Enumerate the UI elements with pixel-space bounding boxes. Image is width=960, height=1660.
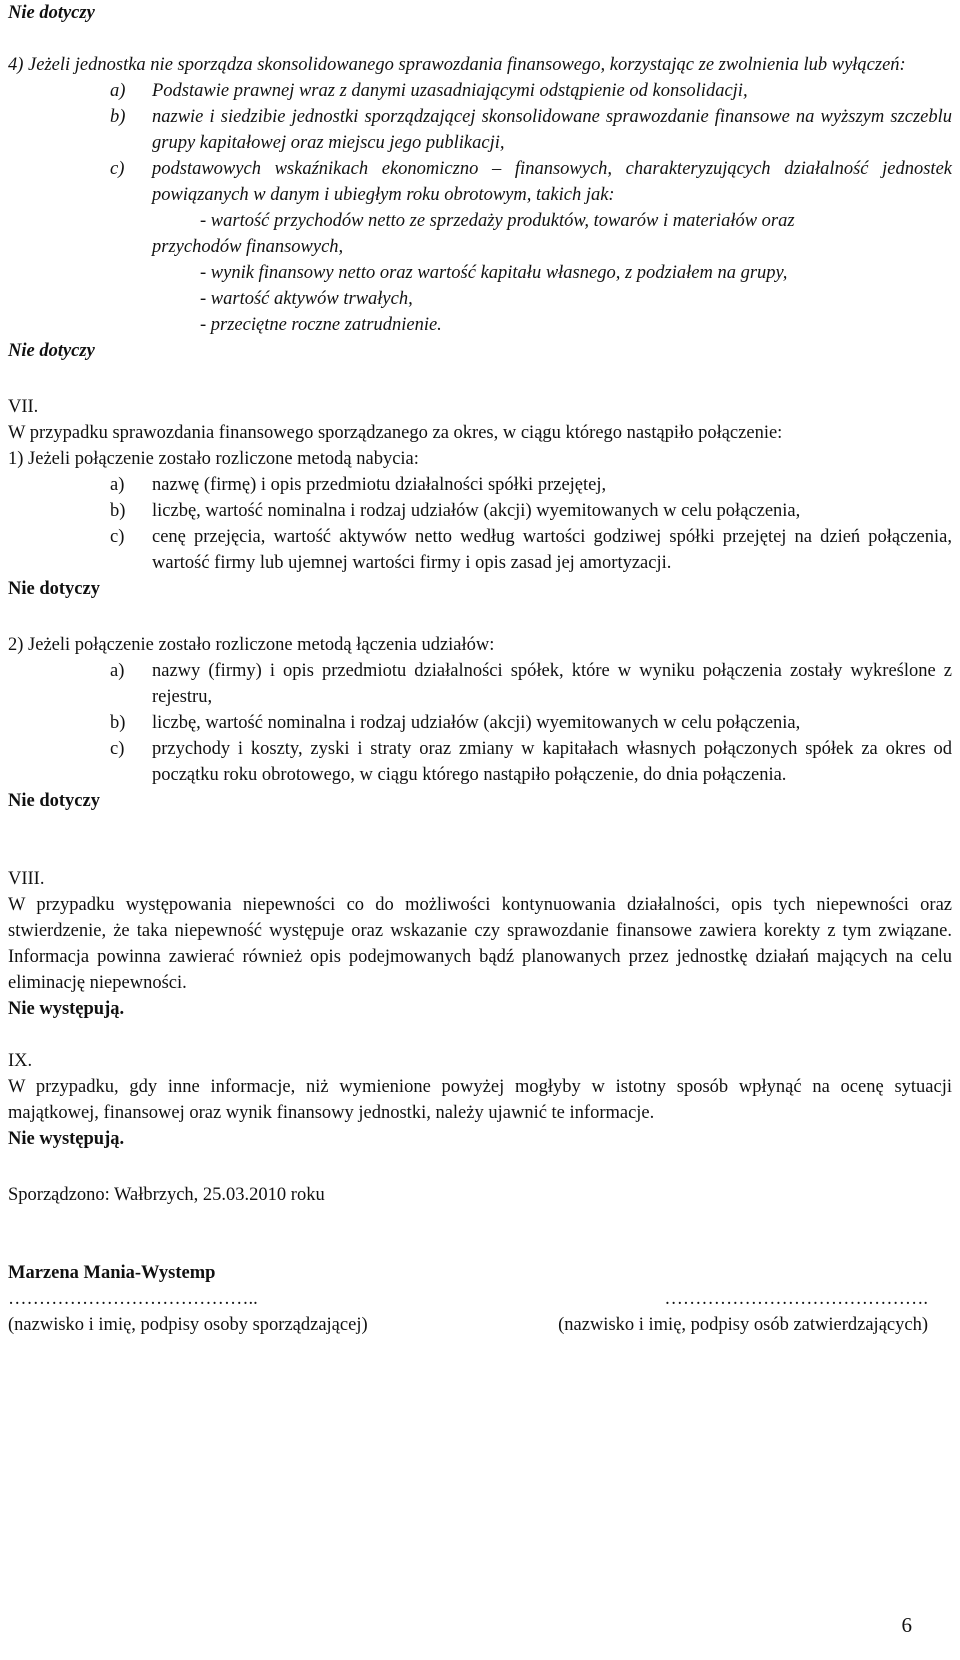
- preparer-name: Marzena Mania-Wystemp: [8, 1263, 216, 1283]
- status-not-applicable: Nie dotyczy: [8, 3, 95, 23]
- status-not-applicable: Nie dotyczy: [8, 579, 100, 599]
- section-4: [8, 52, 952, 338]
- signature-captions-row: [8, 1312, 928, 1338]
- section-heading: VIII.: [8, 869, 45, 889]
- bullet-item: - wynik finansowy netto oraz wartość kapitału własnego, z podziałem na grupy,: [200, 263, 788, 283]
- status-not-applicable: Nie dotyczy: [8, 341, 95, 361]
- list-item: c) podstawowych wskaźnikach ekonomiczno – finansowych, charakteryzujących działalność jednostek powiązanych w danym i ubiegłym roku obrotowym, takich jak:: [110, 159, 952, 205]
- list-item: b) liczbę, wartość nominalna i rodzaj udziałów (akcji) wyemitowanych w celu połączenia,: [110, 713, 801, 733]
- part-1-intro: 1) Jeżeli połączenie zostało rozliczone metodą nabycia:: [8, 449, 419, 469]
- list-item: c) cenę przejęcia, wartość aktywów netto według wartości godziwej spółki przejętej na dzień połączenia, wartość firmy lub ujemnej wartości firmy i opis zasad jej amortyzacji.: [110, 527, 952, 573]
- page-number: 6: [901, 1613, 912, 1637]
- signature-line-left: …………………………………..: [8, 1289, 258, 1309]
- section-8: [8, 866, 952, 1022]
- section-heading: VII.: [8, 397, 39, 417]
- list-item: a) Podstawie prawnej wraz z danymi uzasadniającymi odstąpienie od konsolidacji,: [110, 81, 748, 101]
- section-7-intro: W przypadku sprawozdania finansowego sporządzanego za okres, w ciągu którego nastąpiło połączenie:: [8, 423, 783, 443]
- list-item: b) nazwie i siedzibie jednostki sporządzającej skonsolidowane sprawozdanie finansowe na wyższym szczeblu grupy kapitałowej oraz miejscu jego publikacji,: [110, 107, 952, 153]
- prepared-date: Sporządzono: Wałbrzych, 25.03.2010 roku: [8, 1185, 325, 1205]
- section-8-text: W przypadku występowania niepewności co do możliwości kontynuowania działalności, opis tych niepewności oraz stwierdzenie, że taka niepewność występuje oraz wskazanie czy sprawozdanie finansowe zawiera korekty z tym związane. Informacja powinna zawierać również opis podejmowanych bądź planowanych przez jednostkę działań mających na celu eliminację niepewności.: [8, 895, 952, 993]
- status-none: Nie występują.: [8, 999, 125, 1019]
- part-2-intro: 2) Jeżeli połączenie zostało rozliczone metodą łączenia udziałów:: [8, 635, 495, 655]
- signature-line-right: …………………………………….: [664, 1289, 928, 1309]
- bullet-continuation: przychodów finansowych,: [152, 237, 344, 257]
- status-none: Nie występują.: [8, 1129, 125, 1149]
- list-item: b) liczbę, wartość nominalna i rodzaj udziałów (akcji) wyemitowanych w celu połączenia,: [110, 501, 801, 521]
- signature-caption-right: (nazwisko i imię, podpisy osób zatwierdzających): [558, 1315, 928, 1335]
- signature-caption-left: (nazwisko i imię, podpisy osoby sporządzającej): [8, 1315, 368, 1335]
- list-item: a) nazwę (firmę) i opis przedmiotu działalności spółki przejętej,: [110, 475, 607, 495]
- bullet-item: - wartość przychodów netto ze sprzedaży produktów, towarów i materiałów oraz: [200, 211, 795, 231]
- section-7: [8, 394, 952, 814]
- list-item: c) przychody i koszty, zyski i straty oraz zmiany w kapitałach własnych połączonych spółek za okres od początku roku obrotowego, w ciągu którego nastąpiło połączenie, do dnia połączenia.: [110, 739, 952, 785]
- signature-dots-row: [8, 1286, 928, 1312]
- section-9: [8, 1048, 952, 1152]
- list-item: a) nazwy (firmy) i opis przedmiotu działalności spółek, które w wyniku połączenia zostały wykreślone z rejestru,: [110, 661, 952, 707]
- section-heading: IX.: [8, 1051, 33, 1071]
- section-9-text: W przypadku, gdy inne informacje, niż wymienione powyżej mogłyby w istotny sposób wpłynąć na ocenę sytuacji majątkowej, finansowej oraz wynik finansowy jednostki, należy ujawnić te informacje.: [8, 1077, 952, 1123]
- bullet-item: - wartość aktywów trwałych,: [200, 289, 413, 309]
- document-page: [8, 0, 952, 1338]
- bullet-item: - przeciętne roczne zatrudnienie.: [200, 315, 442, 335]
- section-4-intro: 4) Jeżeli jednostka nie sporządza skonsolidowanego sprawozdania finansowego, korzystając ze zwolnienia lub wyłączeń:: [8, 55, 906, 75]
- status-not-applicable: Nie dotyczy: [8, 791, 100, 811]
